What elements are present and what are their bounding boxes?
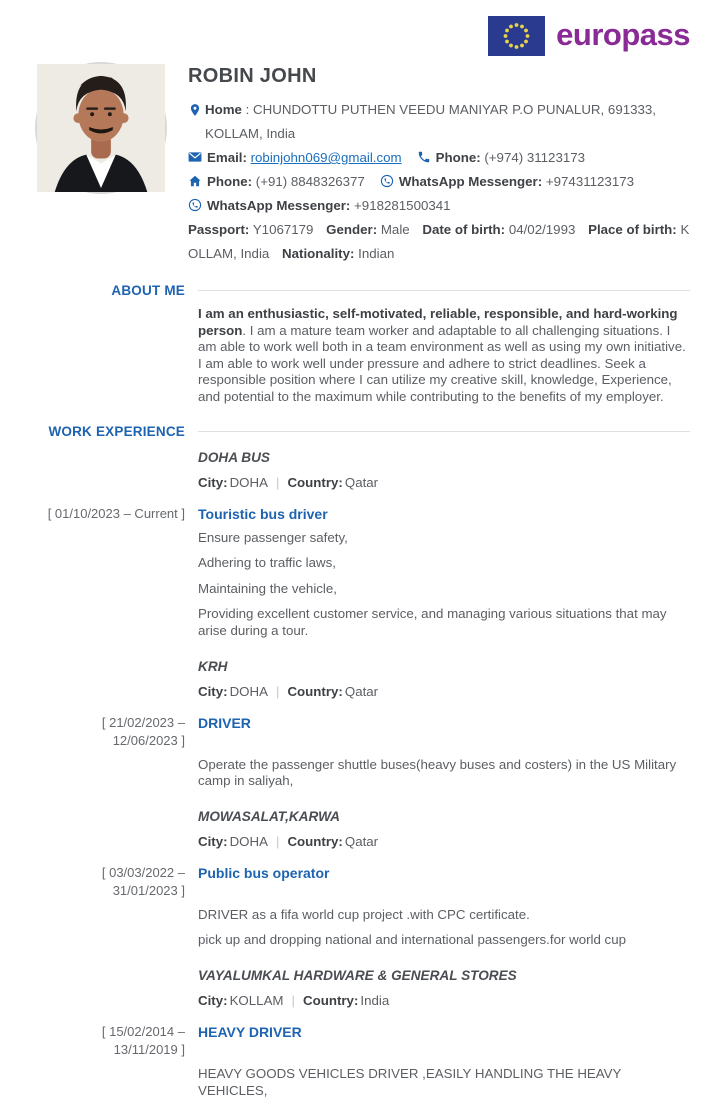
- about-paragraph: [198, 306, 690, 406]
- job-details: [198, 1066, 690, 1108]
- about-section-body: [35, 299, 690, 406]
- country-value: Qatar: [344, 474, 379, 490]
- city-label: City:: [198, 474, 228, 490]
- city-value: DOHA: [229, 683, 268, 699]
- phone-value: (+974) 31123173: [484, 150, 586, 165]
- divider: |: [291, 992, 295, 1008]
- about-lead: I am an enthusiastic, self-motivated, reliable, responsible, and hard-working person: [198, 306, 678, 338]
- divider: |: [275, 683, 280, 699]
- job-title: Touristic bus driver: [198, 505, 328, 522]
- header: [35, 14, 690, 58]
- country-value: Qatar: [344, 833, 379, 849]
- intro-block: [188, 62, 690, 266]
- birth-date-label: Date of birth:: [422, 222, 506, 237]
- job-period: [ 21/02/2023 – 12/06/2023 ]: [101, 714, 185, 748]
- city-value: KOLLAM: [229, 992, 284, 1008]
- job-entry: [35, 440, 690, 649]
- phone-label: Phone:: [435, 150, 481, 165]
- nationality-value: Indian: [358, 246, 395, 261]
- employer-name: MOWASALAT,KARWA: [198, 808, 340, 824]
- nationality-label: Nationality:: [282, 246, 355, 261]
- about-body: . I am a mature team worker and adaptable to all challenging situations. I am able to work well both in a team environment as well as using my own initiative. I am able to work well under pressure and adhere to strict deadlines. Seek a responsible position where I can utilize my creative skill, knowledge, Experience, and potential to the maximum while contributing to the benefits of my employer.: [198, 322, 686, 404]
- envelope-icon: [188, 150, 202, 164]
- work-section-header: [35, 423, 690, 440]
- contact-whatsapp-2: [188, 198, 451, 213]
- portrait-illustration: [37, 64, 165, 192]
- job-title: HEAVY DRIVER: [198, 1023, 302, 1040]
- job-detail: pick up and dropping national and international passengers.for world cup: [198, 932, 627, 948]
- contact-phone-india: [188, 174, 365, 189]
- job-period: [ 03/03/2022 – 31/01/2023 ]: [101, 864, 185, 898]
- whatsapp-icon: [380, 174, 394, 188]
- about-section-header: [35, 282, 690, 299]
- job-title: DRIVER: [198, 714, 251, 731]
- section-divider: [198, 290, 690, 291]
- birth-place-value: KOLLAM, India: [188, 222, 690, 261]
- contact-phone-qatar: [417, 150, 585, 165]
- birth-date-value: 04/02/1993: [508, 222, 576, 237]
- country-label: Country:: [287, 833, 343, 849]
- home-label: Home: [205, 102, 242, 117]
- employer-name: VAYALUMKAL HARDWARE & GENERAL STORES: [198, 967, 517, 983]
- job-detail: HEAVY GOODS VEHICLES DRIVER ,EASILY HANDLING THE HEAVY VEHICLES,: [198, 1065, 622, 1098]
- passport-pair: [188, 222, 313, 237]
- divider: |: [275, 474, 280, 490]
- work-heading: WORK EXPERIENCE: [48, 423, 185, 439]
- passport-label: Passport:: [188, 222, 250, 237]
- city-country-line: [198, 474, 690, 491]
- whatsapp-icon: [188, 198, 202, 212]
- city-country-line: [198, 683, 690, 700]
- employer-name: KRH: [198, 658, 228, 674]
- job-entry: [35, 799, 690, 958]
- phone-icon: [417, 150, 431, 164]
- job-detail: Adhering to traffic laws,: [198, 555, 336, 571]
- job-details: [198, 907, 690, 958]
- home-sep: :: [241, 102, 254, 117]
- email-link[interactable]: robinjohn069@gmail.com: [250, 150, 402, 165]
- city-label: City:: [198, 992, 228, 1008]
- contact-row-whatsapp-2: [188, 194, 690, 218]
- eu-flag-icon: [488, 16, 545, 56]
- city-country-line: [198, 992, 690, 1009]
- job-period: [ 01/10/2023 – Current ]: [47, 505, 185, 521]
- city-value: DOHA: [229, 833, 268, 849]
- city-country-line: [198, 833, 690, 850]
- job-details: [198, 757, 690, 799]
- country-label: Country:: [287, 683, 343, 699]
- passport-value: Y1067179: [252, 222, 314, 237]
- job-entry: [35, 958, 690, 1108]
- location-pin-icon: [188, 103, 202, 117]
- employer-name: DOHA BUS: [198, 449, 270, 465]
- country-label: Country:: [287, 474, 343, 490]
- whatsapp-value: +918281500341: [354, 198, 451, 213]
- job-detail: Ensure passenger safety,: [198, 529, 348, 545]
- job-detail: Operate the passenger shuttle buses(heavy buses and costers) in the US Military camp in saliyah,: [198, 756, 677, 789]
- job-period: [ 15/02/2014 – 13/11/2019 ]: [101, 1023, 185, 1057]
- divider: |: [275, 833, 280, 849]
- nationality-pair: [282, 246, 394, 261]
- job-title: Public bus operator: [198, 864, 330, 881]
- section-divider: [198, 431, 690, 432]
- phone-value: (+91) 8848326377: [255, 174, 365, 189]
- job-detail: Providing excellent customer service, and managing various situations that may arise during a tour.: [198, 606, 667, 638]
- contact-row-phone-whatsapp: [188, 170, 690, 194]
- gender-label: Gender:: [326, 222, 378, 237]
- phone-label: Phone:: [207, 174, 253, 189]
- contact-email: [188, 150, 402, 165]
- contact-block: [188, 98, 690, 266]
- country-value: Qatar: [344, 683, 379, 699]
- country-label: Country:: [302, 992, 359, 1008]
- profile-photo: [35, 62, 167, 194]
- europass-logo: [488, 16, 690, 56]
- whatsapp-label: WhatsApp Messenger:: [207, 198, 351, 213]
- city-value: DOHA: [229, 474, 268, 490]
- person-name: ROBIN JOHN: [188, 65, 317, 87]
- europass-wordmark: europass: [556, 16, 690, 52]
- home-value: CHUNDOTTU PUTHEN VEEDU MANIYAR P.O PUNALUR, 691333, KOLLAM, India: [205, 102, 656, 141]
- gender-value: Male: [380, 222, 410, 237]
- job-detail: DRIVER as a fifa world cup project .with CPC certificate.: [198, 906, 530, 922]
- email-label: Email:: [207, 150, 247, 165]
- city-label: City:: [198, 833, 228, 849]
- gender-pair: [326, 222, 410, 237]
- country-value: India: [360, 992, 390, 1008]
- contact-home: [188, 98, 690, 146]
- home-icon: [188, 174, 202, 188]
- whatsapp-label: WhatsApp Messenger:: [398, 174, 543, 189]
- city-label: City:: [198, 683, 228, 699]
- birth-date-pair: [422, 222, 575, 237]
- profile-header: [35, 62, 690, 266]
- job-details: [198, 530, 690, 649]
- birth-place-label: Place of birth:: [588, 222, 677, 237]
- job-entry: [35, 649, 690, 799]
- job-detail: Maintaining the vehicle,: [198, 580, 337, 596]
- contact-row-email-phone: [188, 146, 690, 170]
- contact-whatsapp-1: [380, 174, 634, 189]
- whatsapp-value: +97431123173: [545, 174, 634, 189]
- contact-row-personal: [188, 218, 690, 266]
- about-heading: ABOUT ME: [111, 283, 185, 298]
